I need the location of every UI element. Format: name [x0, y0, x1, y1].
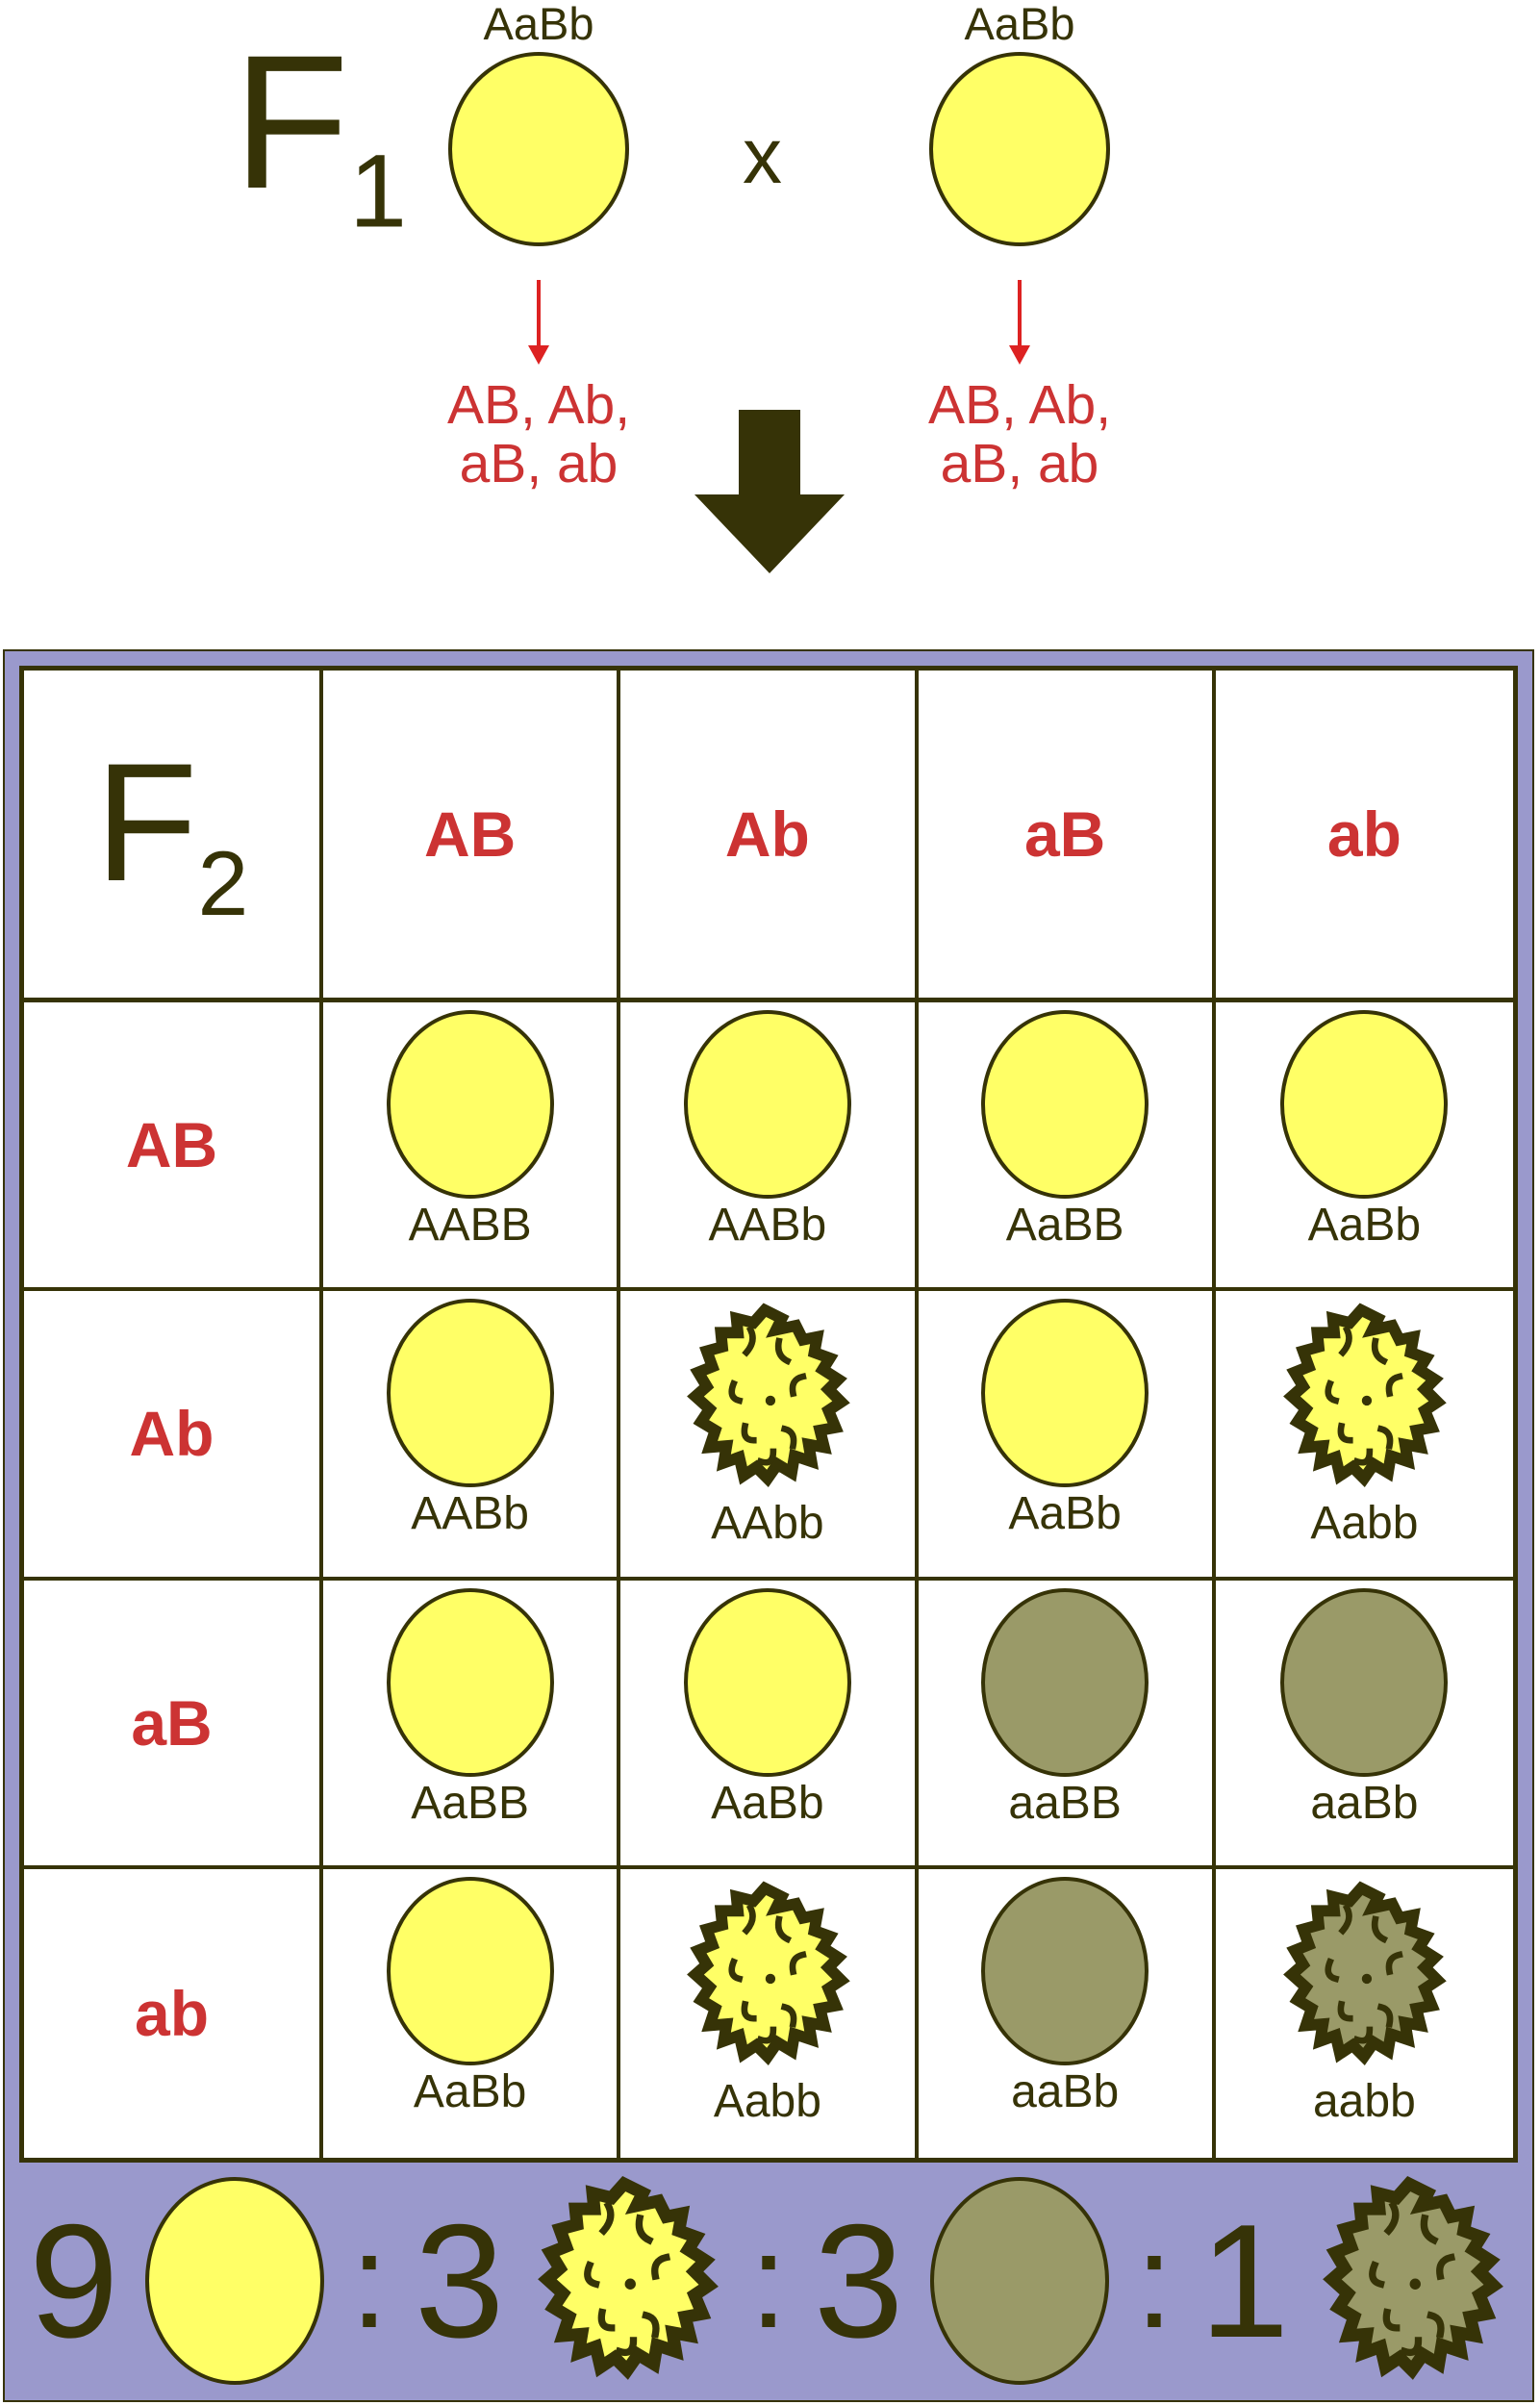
round-seed-icon	[448, 52, 629, 246]
wrinkled-seed-icon	[1316, 2171, 1508, 2391]
round-seed-icon	[387, 1877, 554, 2065]
genotype-label: Aabb	[1310, 1498, 1419, 1550]
punnett-cell	[620, 1869, 918, 2158]
seed-shape	[675, 1877, 860, 2075]
punnett-cell	[620, 1581, 918, 1869]
punnett-cell	[1216, 1291, 1513, 1580]
seed-shape	[1272, 1299, 1456, 1497]
punnett-cell	[919, 1581, 1216, 1869]
col-header-label: AB	[423, 798, 517, 870]
seed-shape	[145, 2177, 324, 2385]
punnett-cell	[620, 1002, 918, 1291]
ratio-count: 3	[414, 2190, 505, 2371]
wrinkled-seed-icon	[1272, 1299, 1456, 1497]
seed-shape	[387, 1588, 554, 1777]
col-header-label: ab	[1326, 798, 1401, 870]
f2-subscript: 2	[197, 832, 249, 935]
genotype-label: AaBb	[711, 1777, 824, 1829]
round-seed-icon	[929, 52, 1110, 246]
punnett-cell	[919, 1869, 1216, 2158]
punnett-cell	[919, 1291, 1216, 1580]
gamete-list	[444, 376, 633, 494]
seed-shape	[1280, 1010, 1448, 1199]
f2-punnett-table	[3, 649, 1534, 2402]
seed-shape	[1316, 2171, 1508, 2391]
genotype-label: AaBB	[1005, 1200, 1124, 1251]
round-seed-icon	[981, 1877, 1149, 2065]
row-header	[24, 1002, 323, 1291]
round-seed-icon	[387, 1299, 554, 1487]
big-down-arrow-icon	[694, 410, 845, 573]
punnett-cell	[1216, 1002, 1513, 1291]
ratio-count: 9	[29, 2190, 119, 2371]
round-seed-icon	[387, 1588, 554, 1777]
punnett-cell	[323, 1291, 620, 1580]
genotype-label: AABb	[411, 1488, 529, 1540]
seed-shape	[675, 1299, 860, 1497]
genotype-label: aabb	[1312, 2075, 1416, 2127]
ratio-count: 3	[813, 2190, 904, 2371]
genotype-label: AaBB	[411, 1777, 529, 1829]
row-header	[24, 1869, 323, 2158]
gamete-line: AB, Ab,	[446, 374, 631, 436]
seed-shape	[387, 1010, 554, 1199]
round-seed-icon	[981, 1299, 1149, 1487]
f1-generation-label	[233, 15, 408, 249]
wrinkled-seed-icon	[675, 1299, 860, 1497]
gamete-down-arrow-icon	[444, 280, 633, 367]
row-header-label: ab	[134, 1977, 210, 2049]
genotype-label: AaBb	[413, 2065, 527, 2117]
row-header-label: Ab	[129, 1398, 215, 1470]
col-header-label: aB	[1023, 798, 1106, 870]
ratio-colon: :	[350, 2204, 389, 2356]
round-seed-icon	[1280, 1010, 1448, 1199]
genotype-label: AABB	[408, 1200, 532, 1251]
round-seed-icon	[684, 1010, 851, 1199]
seed-shape	[684, 1588, 851, 1777]
punnett-grid	[19, 666, 1518, 2163]
col-header	[1216, 671, 1513, 1002]
ratio-colon: :	[749, 2204, 788, 2356]
gamete-list	[925, 376, 1114, 494]
genotype-label: AaBb	[1307, 1200, 1422, 1251]
genotype-label: AaBb	[1008, 1488, 1122, 1540]
punnett-cell	[1216, 1869, 1513, 2158]
genotype-label: aaBB	[1008, 1777, 1122, 1829]
row-header-label: aB	[131, 1686, 213, 1759]
parent-genotype-label: AaBb	[483, 0, 594, 49]
seed-shape	[387, 1299, 554, 1487]
seed-shape	[981, 1299, 1149, 1487]
f2-letter: F	[94, 728, 198, 917]
row-header	[24, 1291, 323, 1580]
seed-shape	[387, 1877, 554, 2065]
seed-shape	[1280, 1588, 1448, 1777]
round-seed-icon	[930, 2177, 1109, 2385]
row-header-label: AB	[125, 1109, 218, 1181]
gamete-line: aB, ab	[940, 433, 1099, 494]
parent-genotype-label: AaBb	[964, 0, 1075, 49]
col-header	[919, 671, 1216, 1002]
round-seed-icon	[981, 1588, 1149, 1777]
corner-cell	[24, 671, 323, 1002]
genotype-label: AAbb	[711, 1498, 824, 1550]
wrinkled-seed-icon	[675, 1877, 860, 2075]
punnett-cell	[919, 1002, 1216, 1291]
row-header	[24, 1581, 323, 1869]
f1-parent-1	[444, 0, 633, 494]
f1-subscript: 1	[348, 132, 408, 249]
f1-parent-2	[925, 0, 1114, 494]
seed-shape	[981, 1588, 1149, 1777]
genotype-label: AABb	[708, 1200, 827, 1251]
ratio-colon: :	[1135, 2204, 1174, 2356]
round-seed-icon	[145, 2177, 324, 2385]
seed-shape	[1272, 1877, 1456, 2075]
round-seed-icon	[684, 1588, 851, 1777]
f1-letter: F	[233, 15, 349, 228]
genotype-label: aaBb	[1011, 2065, 1120, 2117]
col-header-label: Ab	[724, 798, 810, 870]
seed-shape	[531, 2171, 723, 2391]
wrinkled-seed-icon	[531, 2171, 723, 2391]
punnett-cell	[620, 1291, 918, 1580]
col-header	[620, 671, 918, 1002]
phenotype-ratio	[19, 2163, 1518, 2398]
ratio-count: 1	[1199, 2190, 1290, 2371]
cross-symbol: x	[743, 113, 782, 200]
punnett-cell	[1216, 1581, 1513, 1869]
punnett-cell	[323, 1581, 620, 1869]
round-seed-icon	[387, 1010, 554, 1199]
seed-shape	[684, 1010, 851, 1199]
gamete-line: aB, ab	[459, 433, 619, 494]
round-seed-icon	[1280, 1588, 1448, 1777]
seed-shape	[981, 1010, 1149, 1199]
seed-shape	[930, 2177, 1109, 2385]
genotype-label: aaBb	[1310, 1777, 1419, 1829]
f1-cross-section	[0, 0, 1540, 649]
seed-shape	[929, 48, 1110, 246]
wrinkled-seed-icon	[1272, 1877, 1456, 2075]
punnett-cell	[323, 1869, 620, 2158]
seed-shape	[981, 1877, 1149, 2065]
gamete-line: AB, Ab,	[927, 374, 1112, 436]
round-seed-icon	[981, 1010, 1149, 1199]
gamete-down-arrow-icon	[925, 280, 1114, 367]
genotype-label: Aabb	[713, 2075, 821, 2127]
punnett-cell	[323, 1002, 620, 1291]
col-header	[323, 671, 620, 1002]
f2-generation-label	[94, 728, 249, 935]
seed-shape	[448, 48, 629, 246]
